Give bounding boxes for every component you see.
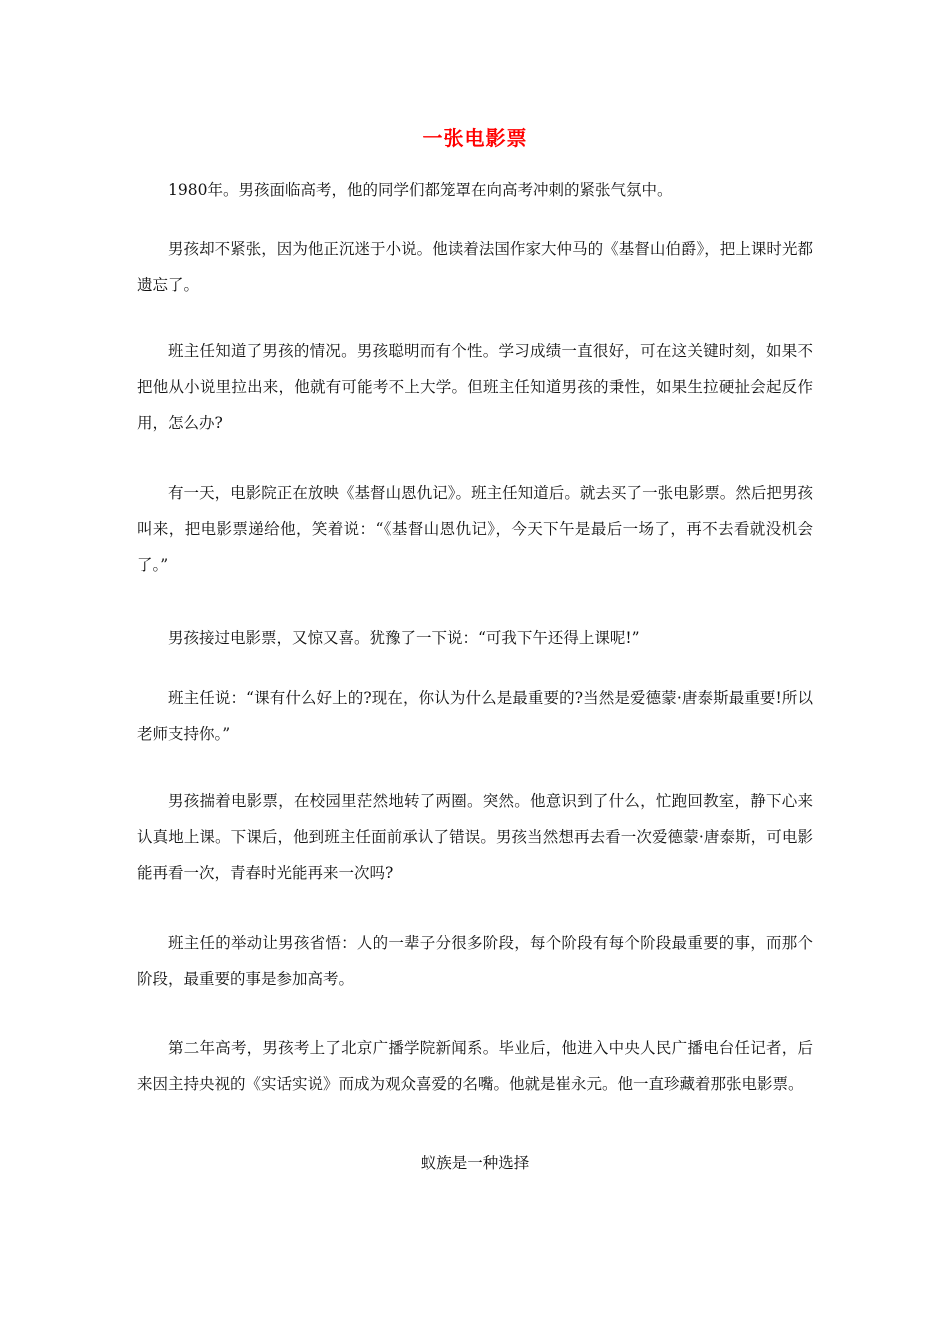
paragraph-6: 班主任说：“课有什么好上的?现在，你认为什么是最重要的?当然是爱德蒙·唐泰斯最重要!所以老师支持你。” [137,689,813,743]
paragraph-9: 第二年高考，男孩考上了北京广播学院新闻系。毕业后，他进入中央人民广播电台任记者，后来因主持央视的《实话实说》而成为观众喜爱的名嘴。他就是崔永元。他一直珍藏着那张电影票。 [137,1039,813,1093]
paragraph-7: 男孩揣着电影票，在校园里茫然地转了两圈。突然。他意识到了什么，忙跑回教室，静下心来认真地上课。下课后，他到班主任面前承认了错误。男孩当然想再去看一次爱德蒙·唐泰斯，可电影能再看一次，青春时光能再来一次吗? [137,792,813,882]
next-article-title: 蚁族是一种选择 [420,1154,530,1172]
paragraph-3: 班主任知道了男孩的情况。男孩聪明而有个性。学习成绩一直很好，可在这关键时刻，如果不把他从小说里拉出来，他就有可能考不上大学。但班主任知道男孩的秉性，如果生拉硬扯会起反作用，怎么办? [137,342,813,432]
paragraph-4: 有一天，电影院正在放映《基督山恩仇记》。班主任知道后。就去买了一张电影票。然后把男孩叫来，把电影票递给他，笑着说：“《基督山恩仇记》，今天下午是最后一场了，再不去看就没机会了。” [137,484,813,574]
paragraph-1: 1980年。男孩面临高考，他的同学们都笼罩在向高考冲刺的紧张气氛中。 [168,181,673,199]
article-title: 一张电影票 [422,126,528,150]
paragraph-2: 男孩却不紧张，因为他正沉迷于小说。他读着法国作家大仲马的《基督山伯爵》，把上课时光都遗忘了。 [137,240,813,294]
paragraph-5: 男孩接过电影票，又惊又喜。犹豫了一下说：“可我下午还得上课呢!” [168,629,640,647]
paragraph-8: 班主任的举动让男孩省悟：人的一辈子分很多阶段，每个阶段有每个阶段最重要的事，而那个阶段，最重要的事是参加高考。 [137,934,813,988]
